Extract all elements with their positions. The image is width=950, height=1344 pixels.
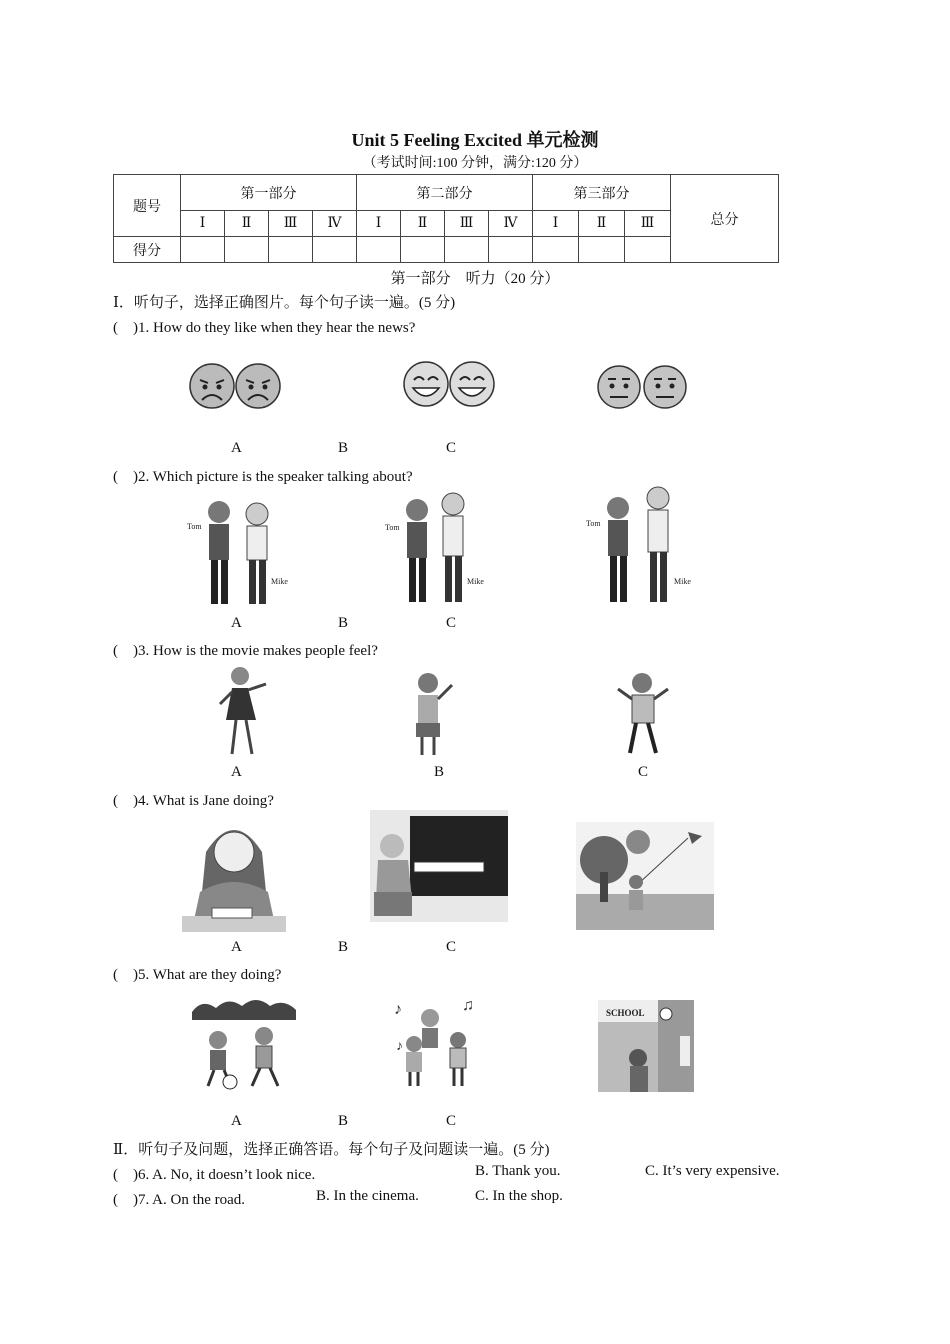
- angry-girl-image: [614, 669, 672, 757]
- total-header: 总分: [671, 175, 779, 263]
- score-cell[interactable]: [181, 237, 225, 263]
- sub-header: Ⅱ: [579, 211, 625, 237]
- girl-playing-piano-image: [370, 810, 508, 922]
- svg-text:♪: ♪: [394, 1001, 402, 1018]
- happy-faces-image: [402, 360, 496, 408]
- option-label: B: [338, 1113, 349, 1129]
- tom-and-mike-image: [185, 492, 295, 610]
- score-cell[interactable]: [625, 237, 671, 263]
- svg-text:♪: ♪: [396, 1039, 403, 1054]
- option-label: C: [446, 939, 457, 955]
- sub-header: Ⅲ: [625, 211, 671, 237]
- part2-header: 第二部分: [357, 175, 533, 211]
- option-label: B: [338, 939, 349, 955]
- score-cell[interactable]: [489, 237, 533, 263]
- answer-option: B. In the cinema.: [316, 1188, 419, 1204]
- question-5: ( )5. What are they doing?: [113, 967, 282, 983]
- sad-faces-image: [188, 362, 284, 410]
- row-label-number: 题号: [114, 175, 181, 237]
- option-label: A: [231, 615, 242, 631]
- name-label: Tom: [586, 519, 601, 528]
- option-label: A: [231, 1113, 242, 1129]
- tom-and-mike-image: [584, 486, 696, 608]
- tom-and-mike-image: [383, 490, 493, 608]
- girl-writing-image: [182, 812, 286, 932]
- girl-flying-kite-image: [576, 822, 714, 930]
- part2-instruction: Ⅱ．听句子及问题，选择正确答语。每个句子及问题读一遍。(5 分): [113, 1142, 550, 1158]
- option-label: A: [231, 939, 242, 955]
- sub-header: Ⅲ: [269, 211, 313, 237]
- option-label: A: [231, 764, 242, 780]
- svg-text:♫: ♫: [462, 997, 474, 1014]
- question-2: ( )2. Which picture is the speaker talking about?: [113, 469, 413, 485]
- option-label: B: [338, 615, 349, 631]
- crying-girl-image: [404, 669, 458, 759]
- sub-header: Ⅱ: [401, 211, 445, 237]
- answer-option: B. Thank you.: [475, 1163, 561, 1179]
- score-cell[interactable]: [313, 237, 357, 263]
- page-subtitle: （考试时间:100 分钟，满分:120 分）: [362, 156, 588, 171]
- kids-singing-image: [392, 994, 484, 1090]
- answer-option: C. It’s very expensive.: [645, 1163, 780, 1179]
- part1-header: 第一部分: [181, 175, 357, 211]
- sub-header: Ⅱ: [225, 211, 269, 237]
- part3-header: 第三部分: [533, 175, 671, 211]
- question-4: ( )4. What is Jane doing?: [113, 793, 274, 809]
- name-label: Tom: [187, 522, 202, 531]
- question-6: ( )6. A. No, it doesn’t look nice.: [113, 1167, 316, 1183]
- part1-instruction: Ⅰ．听句子，选择正确图片。每个句子读一遍。(5 分): [113, 295, 456, 311]
- sub-header: Ⅲ: [445, 211, 489, 237]
- section-heading: 第一部分 听力（20 分）: [390, 271, 560, 287]
- answer-option: C. In the shop.: [475, 1188, 563, 1204]
- option-label: B: [338, 440, 349, 456]
- option-label: C: [446, 440, 457, 456]
- sub-header: Ⅰ: [181, 211, 225, 237]
- score-cell[interactable]: [579, 237, 625, 263]
- school-image: [598, 1000, 694, 1092]
- option-label: B: [434, 764, 445, 780]
- kids-playing-football-image: [192, 998, 296, 1092]
- score-cell[interactable]: [445, 237, 489, 263]
- score-cell[interactable]: [401, 237, 445, 263]
- score-table: [113, 174, 779, 263]
- name-label: Mike: [467, 577, 484, 586]
- name-label: Mike: [271, 577, 288, 586]
- page-title: Unit 5 Feeling Excited 单元检测: [351, 130, 599, 150]
- name-label: Tom: [385, 523, 400, 532]
- sub-header: Ⅰ: [357, 211, 401, 237]
- row-label-score: 得分: [114, 237, 181, 263]
- score-cell[interactable]: [269, 237, 313, 263]
- name-label: Mike: [674, 577, 691, 586]
- option-label: C: [446, 615, 457, 631]
- sub-header: Ⅰ: [533, 211, 579, 237]
- question-1: ( )1. How do they like when they hear the news?: [113, 320, 416, 336]
- score-cell[interactable]: [357, 237, 401, 263]
- sub-header: Ⅳ: [313, 211, 357, 237]
- score-cell[interactable]: [225, 237, 269, 263]
- option-label: C: [638, 764, 649, 780]
- neutral-faces-image: [596, 364, 690, 410]
- option-label: A: [231, 440, 242, 456]
- sub-header: Ⅳ: [489, 211, 533, 237]
- score-cell[interactable]: [533, 237, 579, 263]
- question-3: ( )3. How is the movie makes people feel?: [113, 643, 378, 659]
- question-7: ( )7. A. On the road.: [113, 1192, 246, 1208]
- school-sign: SCHOOL: [606, 1008, 645, 1018]
- dancing-girl-image: [210, 664, 274, 758]
- option-label: C: [446, 1113, 457, 1129]
